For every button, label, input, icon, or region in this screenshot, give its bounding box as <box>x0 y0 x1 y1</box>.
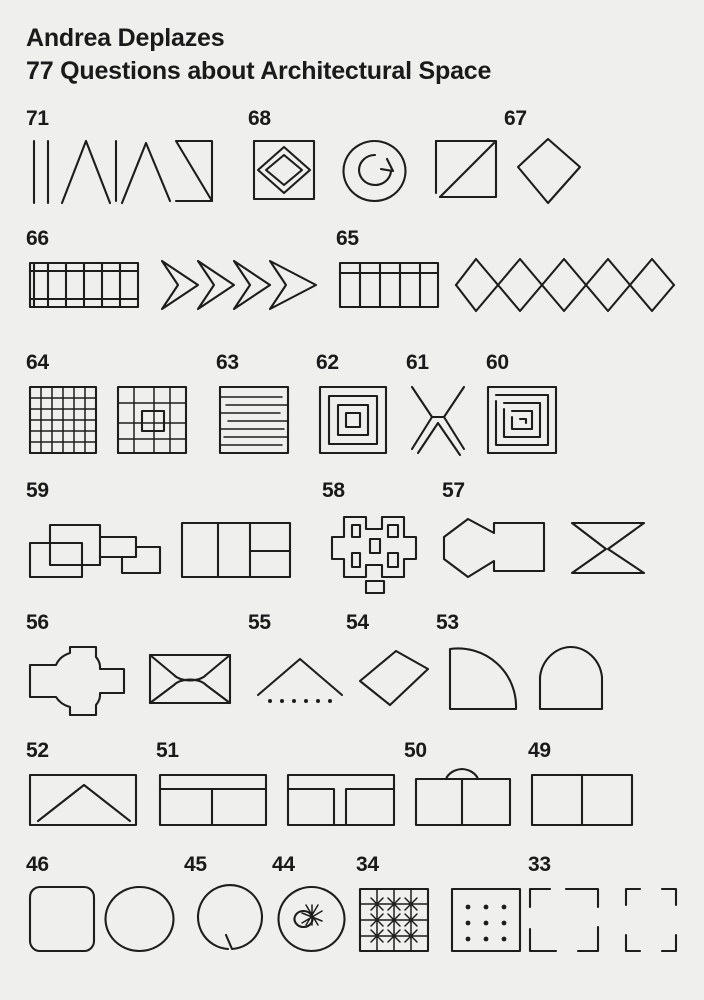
figure-number-63: 63 <box>216 350 239 374</box>
figure-number-49: 49 <box>528 738 551 762</box>
double-t-box-diagram <box>284 769 400 831</box>
arrow-chevrons-diagram <box>158 255 323 317</box>
figure-row-4 <box>26 479 678 611</box>
figure-number-67: 67 <box>504 106 527 130</box>
hourglass-diagram <box>404 383 474 461</box>
figure-number-62: 62 <box>316 350 339 374</box>
grid-bands-small-diagram <box>336 257 444 315</box>
rounded-cross-diagram <box>26 643 130 721</box>
grid-bands-diagram <box>26 257 144 315</box>
figure-number-33: 33 <box>528 852 551 876</box>
horizontal-stripes-square-diagram <box>216 383 294 459</box>
figure-number-50: 50 <box>404 738 427 762</box>
concentric-squares-diagram <box>316 383 392 459</box>
dashed-square-diagram <box>526 885 606 957</box>
figure-number-34: 34 <box>356 852 379 876</box>
circle-with-starburst-diagram <box>274 883 352 957</box>
figure-number-55: 55 <box>248 610 271 634</box>
corner-brackets-diagram <box>622 885 680 957</box>
figure-row-5 <box>26 611 678 739</box>
figure-row-1 <box>26 107 678 227</box>
figure-number-58: 58 <box>322 478 345 502</box>
hexagon-plus-rectangle-diagram <box>438 515 550 587</box>
square-with-diagonal-diagram <box>430 135 502 205</box>
figure-row-3 <box>26 351 678 479</box>
coarse-grid-square-diagram <box>114 383 192 459</box>
rotated-diamond-diagram <box>504 133 594 211</box>
partitioned-rectangle-diagram <box>178 517 296 585</box>
figure-number-51: 51 <box>156 738 179 762</box>
open-book-box-diagram <box>412 765 516 831</box>
quarter-circle-diagram <box>440 643 524 715</box>
figure-number-44: 44 <box>272 852 295 876</box>
poster-subtitle: 77 Questions about Architectural Space <box>26 57 492 86</box>
gable-in-box-diagram <box>26 769 142 831</box>
cross-cluster-diagram <box>322 507 426 599</box>
figure-number-56: 56 <box>26 610 49 634</box>
figure-number-59: 59 <box>26 478 49 502</box>
spiral-square-diagram <box>484 383 562 459</box>
figure-number-46: 46 <box>26 852 49 876</box>
hatched-grid-square-diagram <box>356 885 434 957</box>
dotted-triangle-diagram <box>254 651 346 711</box>
figure-number-52: 52 <box>26 738 49 762</box>
figure-number-54: 54 <box>346 610 369 634</box>
oval-diagram <box>100 883 180 957</box>
figure-number-45: 45 <box>184 852 207 876</box>
figure-row-2 <box>26 227 678 351</box>
fine-grid-square-diagram <box>26 383 102 459</box>
diamond-in-square-diagram <box>248 133 320 207</box>
tilted-diamond-diagram <box>356 647 434 711</box>
figure-number-57: 57 <box>442 478 465 502</box>
t-partition-box-diagram <box>156 769 272 831</box>
zigzag-band-diagram <box>454 255 678 315</box>
figure-number-68: 68 <box>248 106 271 130</box>
overlapping-rectangles-diagram <box>26 515 166 593</box>
figure-number-61: 61 <box>406 350 429 374</box>
figure-number-66: 66 <box>26 226 49 250</box>
figure-row-6 <box>26 739 678 853</box>
divided-box-diagram <box>528 769 638 831</box>
pointed-arch-diagram <box>534 643 610 715</box>
open-circle-diagram <box>190 883 268 957</box>
figure-number-60: 60 <box>486 350 509 374</box>
rounded-square-diagram <box>26 883 102 957</box>
bowtie-diagram <box>566 517 650 583</box>
figure-number-65: 65 <box>336 226 359 250</box>
figure-number-64: 64 <box>26 350 49 374</box>
title-block <box>26 22 678 89</box>
figure-number-71: 71 <box>26 106 49 130</box>
zigzag-lines-diagram <box>26 135 216 207</box>
figure-number-53: 53 <box>436 610 459 634</box>
circle-in-circle-diagram <box>340 137 410 205</box>
dotted-square-diagram <box>448 885 526 957</box>
poster-author: Andrea Deplazes <box>26 24 225 52</box>
pinched-rectangle-diagram <box>144 647 236 715</box>
figure-row-7 <box>26 853 678 963</box>
